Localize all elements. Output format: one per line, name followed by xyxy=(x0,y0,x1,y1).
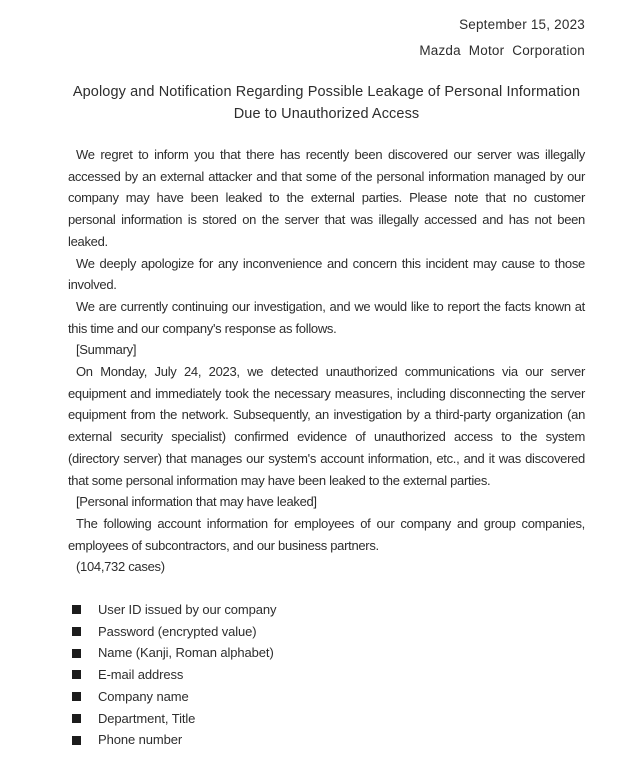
list-item xyxy=(72,686,585,708)
letter-date: September 15, 2023 xyxy=(459,17,585,32)
square-bullet-icon xyxy=(72,670,81,679)
letter-title-line-2: Due to Unauthorized Access xyxy=(233,106,420,122)
leaked-info-heading: [Personal information that may have leaked] xyxy=(76,494,317,510)
sender-company: Mazda Motor Corporation xyxy=(419,43,585,58)
leaked-info-paragraph: The following account information for employees of our company and group companies, employees of subcontractors, and our business partners. xyxy=(68,515,585,553)
intro-paragraph-2: We deeply apologize for any inconvenience and concern this incident may cause to those involved. xyxy=(68,255,585,293)
list-item-label: Department, Title xyxy=(98,710,196,726)
square-bullet-icon xyxy=(72,736,81,745)
list-item-label: E-mail address xyxy=(98,667,184,683)
letter-title xyxy=(68,81,585,125)
list-item xyxy=(72,729,585,751)
square-bullet-icon xyxy=(72,692,81,701)
square-bullet-icon xyxy=(72,627,81,636)
list-item xyxy=(72,708,585,730)
letter-header xyxy=(68,12,585,64)
list-item xyxy=(72,621,585,643)
intro-paragraph-3: We are currently continuing our investigation, and we would like to report the facts known at this time and our company's response as follows. xyxy=(68,298,585,336)
list-item-label: User ID issued by our company xyxy=(98,602,277,618)
square-bullet-icon xyxy=(72,605,81,614)
cases-count: (104,732 cases) xyxy=(76,559,165,575)
list-item-label: Company name xyxy=(98,688,189,704)
list-item-label: Name (Kanji, Roman alphabet) xyxy=(98,645,274,661)
letter-title-line-1: Apology and Notification Regarding Possible Leakage of Personal Information xyxy=(72,84,581,100)
list-item xyxy=(72,664,585,686)
letter-body xyxy=(68,144,585,751)
summary-heading: [Summary] xyxy=(76,342,137,358)
square-bullet-icon xyxy=(72,649,81,658)
summary-paragraph: On Monday, July 24, 2023, we detected unauthorized communications via our server equipment and immediately took the necessary measures, including disconnecting the server equipment from the network. Subsequently, an investigation by a third-party organization (an external security specialist) confirmed evidence of unauthorized access to the system (directory server) that manages our system's account information, etc., and it was discovered that some personal information may have been leaked to the external parties. xyxy=(68,364,585,488)
list-item xyxy=(72,599,585,621)
square-bullet-icon xyxy=(72,714,81,723)
intro-paragraph-1: We regret to inform you that there has recently been discovered our server was illegally accessed by an external attacker and that some of the personal information managed by our company may have been leaked to the external parties. Please note that no customer personal information is stored on the server that was illegally accessed and has not been leaked. xyxy=(68,147,585,249)
list-item-label: Phone number xyxy=(98,732,183,748)
leaked-items-list xyxy=(68,599,585,751)
list-item-label: Password (encrypted value) xyxy=(98,623,257,639)
list-item xyxy=(72,642,585,664)
